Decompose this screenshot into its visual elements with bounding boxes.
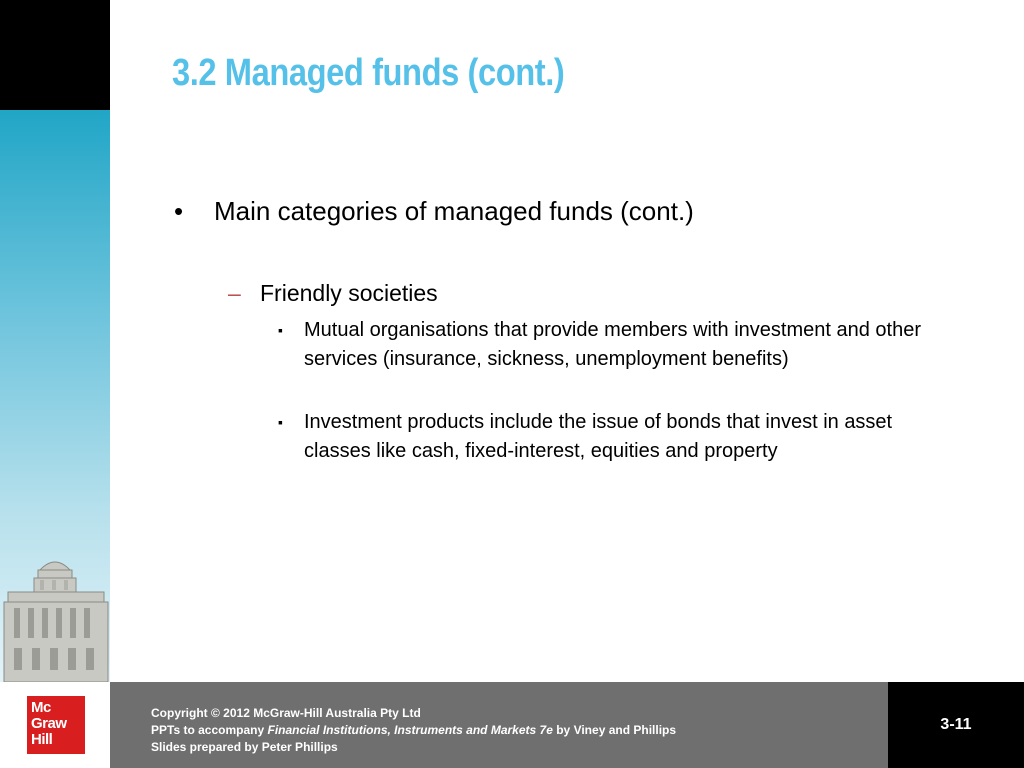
footer-logo-area xyxy=(0,682,110,768)
logo-line: Hill xyxy=(31,731,53,748)
page-number-box xyxy=(888,682,1024,768)
footer-bar xyxy=(110,682,888,768)
bullet-icon: • xyxy=(174,196,184,226)
prepared-by-text: Slides prepared by Peter Phillips xyxy=(151,740,338,754)
page-number: 3-11 xyxy=(940,716,972,733)
detail-bullet-text: Mutual organisations that provide members with investment and other services (insurance, sickness, unemployment benefits) xyxy=(304,319,921,370)
main-bullet-text: Main categories of managed funds (cont.) xyxy=(214,196,694,226)
ppts-prefix: PPTs to accompany xyxy=(151,723,268,737)
corner-black-block xyxy=(0,0,110,110)
detail-bullet-text: Investment products include the issue of bonds that invest in asset classes like cash, fixed-interest, equities and property xyxy=(304,411,893,462)
square-bullet-icon: ▪ xyxy=(278,414,283,430)
sub-bullet-text: Friendly societies xyxy=(260,280,438,306)
copyright-text: Copyright © 2012 McGraw-Hill Australia Pty Ltd xyxy=(151,706,421,720)
slide-title: 3.2 Managed funds (cont.) xyxy=(172,52,565,94)
book-title: Financial Institutions, Instruments and Markets 7e xyxy=(267,723,553,737)
decorative-side-band xyxy=(0,110,110,682)
footer-credits xyxy=(151,705,676,756)
ppts-suffix: by Viney and Phillips xyxy=(552,723,677,737)
mcgraw-hill-logo xyxy=(27,696,85,754)
logo-line: Graw xyxy=(31,715,67,732)
building-illustration-icon xyxy=(0,552,110,682)
ppts-line xyxy=(151,722,676,739)
square-bullet-icon: ▪ xyxy=(278,322,283,338)
logo-line: Mc xyxy=(31,699,51,716)
dash-icon: – xyxy=(228,280,241,306)
